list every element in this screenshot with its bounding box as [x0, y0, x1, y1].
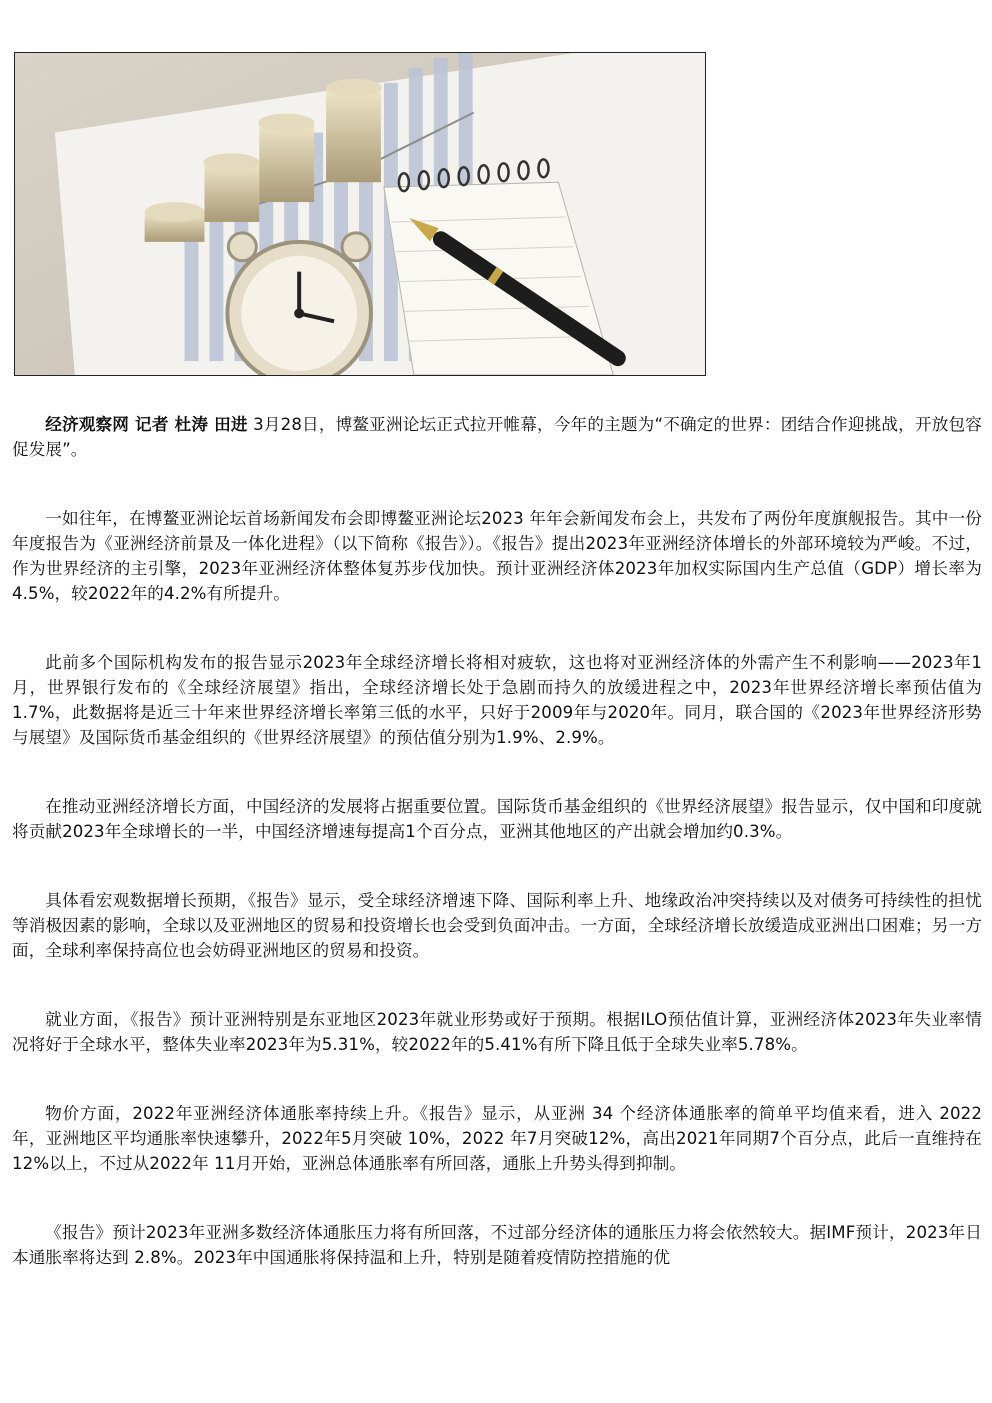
paragraph-2: 此前多个国际机构发布的报告显示2023年全球经济增长将相对疲软，这也将对亚洲经济体的外需产生不利影响——2023年1月，世界银行发布的《全球经济展望》指出，全球经济增长处于急剧而持久的放缓进程之中，2023年世界经济增长率预估值为1.7%，此数据将是近三十年来世界经济增长率第三低的水平，只好于2009年与2020年。同月，联合国的《2023年世界经济形势与展望》及国际货币基金组织的《世界经济展望》的预估值分别为1.9%、2.9%。 [12, 653, 982, 747]
hero-image [14, 52, 706, 376]
paragraph-4: 具体看宏观数据增长预期，《报告》显示，受全球经济增速下降、国际利率上升、地缘政治冲突持续以及对债务可持续性的担忧等消极因素的影响，全球以及亚洲地区的贸易和投资增长也会受到负面冲击。一方面，全球经济增长放缓造成亚洲出口困难；另一方面，全球利率保持高位也会妨碍亚洲地区的贸易和投资。 [12, 891, 982, 960]
paragraph-3: 在推动亚洲经济增长方面，中国经济的发展将占据重要位置。国际货币基金组织的《世界经济展望》报告显示，仅中国和印度就将贡献2023年全球增长的一半，中国经济增速每提高1个百分点，亚洲其他地区的产出就会增加约0.3%。 [12, 797, 982, 841]
finance-photo-illustration [15, 53, 705, 375]
lead-paragraph [12, 412, 982, 462]
paragraph-1: 一如往年，在博鳌亚洲论坛首场新闻发布会即博鳌亚洲论坛2023 年年会新闻发布会上，共发布了两份年度旗舰报告。其中一份年度报告为《亚洲经济前景及一体化进程》（以下简称《报告》）。《报告》提出2023年亚洲经济体增长的外部环境较为严峻。不过，作为世界经济的主引擎，2023年亚洲经济体整体复苏步伐加快。预计亚洲经济体2023年加权实际国内生产总值（GDP）增长率为4.5%，较2022年的4.2%有所提升。 [12, 509, 982, 603]
paragraph-5: 就业方面，《报告》预计亚洲特别是东亚地区2023年就业形势或好于预期。根据ILO预估值计算，亚洲经济体2023年失业率情况将好于全球水平，整体失业率2023年为5.31%，较2022年的5.41%有所下降且低于全球失业率5.78%。 [12, 1010, 982, 1054]
lead-text: 3月28日，博鳌亚洲论坛正式拉开帷幕，今年的主题为“不确定的世界：团结合作迎挑战，开放包容促发展”。 [12, 415, 982, 459]
paragraph-7: 《报告》预计2023年亚洲多数经济体通胀压力将有所回落，不过部分经济体的通胀压力将会依然较大。据IMF预计，2023年日本通胀率将达到 2.8%。2023年中国通胀将保持温和上升，特别是随着疫情防控措施的优 [12, 1223, 982, 1267]
article-body [12, 412, 982, 1270]
byline: 经济观察网 记者 杜涛 田进 [45, 415, 248, 434]
paragraph-6: 物价方面，2022年亚洲经济体通胀率持续上升。《报告》显示，从亚洲 34 个经济体通胀率的简单平均值来看，进入 2022 年，亚洲地区平均通胀率快速攀升，2022年5月突破 10%，2022 年7月突破12%，高出2021年同期7个百分点，此后一直维持在 12%以上，不过从2022年 11月开始，亚洲总体通胀率有所回落，通胀上升势头得到抑制。 [12, 1104, 982, 1173]
